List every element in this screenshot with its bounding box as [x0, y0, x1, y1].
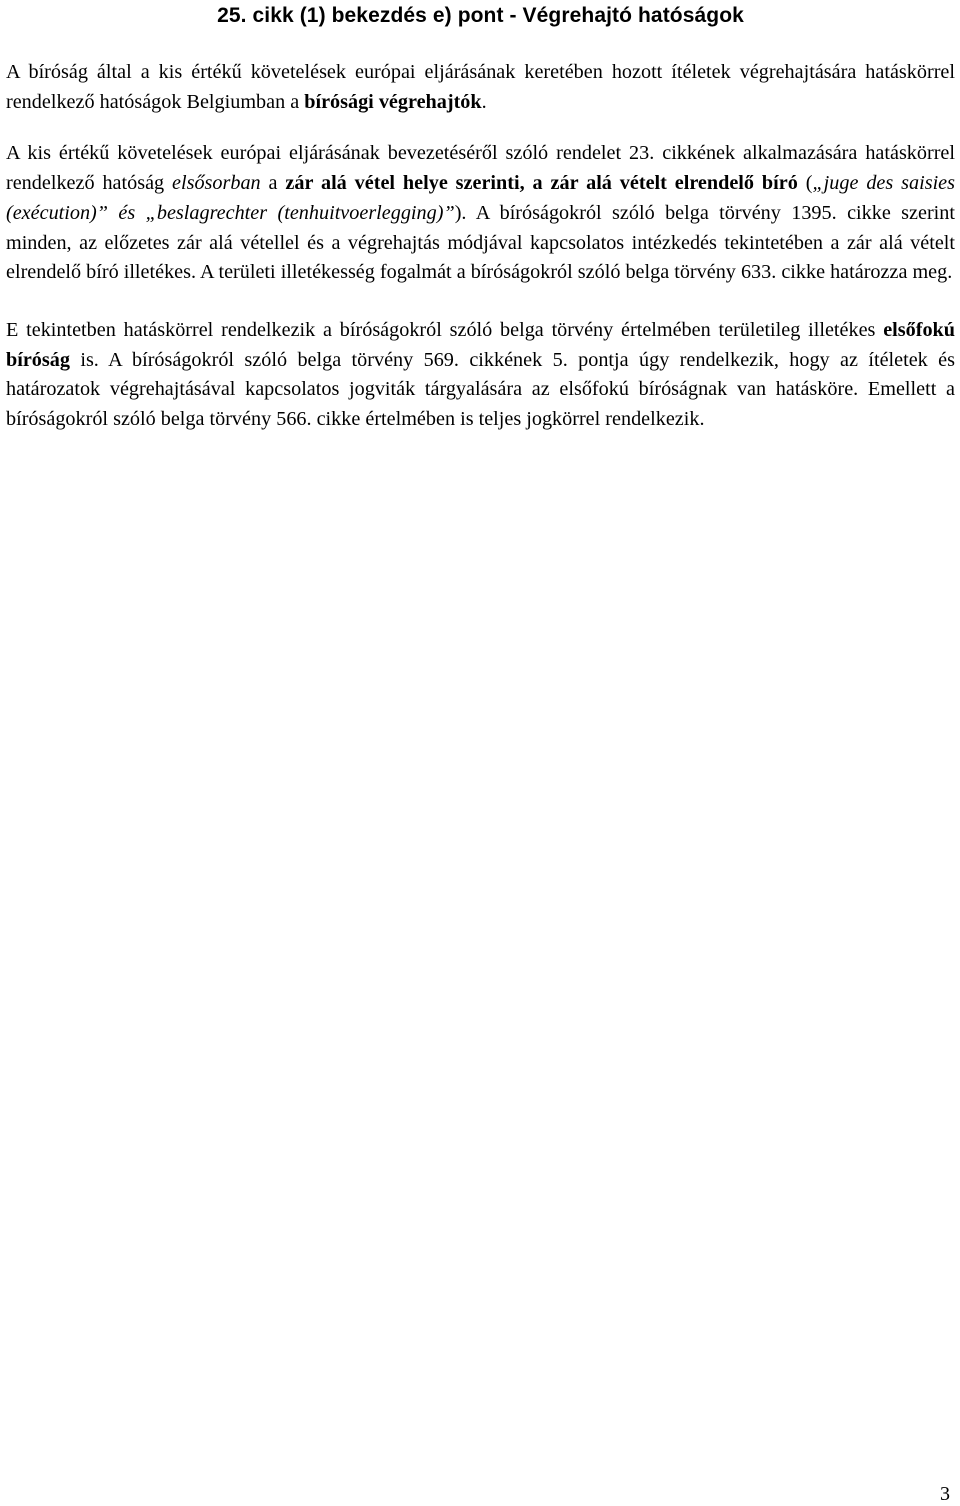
paragraph-text: .	[481, 90, 487, 113]
paragraph-text: A bíróság által a kis értékű követelések európai eljárásának keretében hozott ítéletek végrehajtására hatáskörrel rendelkező hatóságok Belgiumban a	[6, 61, 955, 113]
paragraph-first-instance-court	[6, 316, 955, 435]
paragraph-enforcement-authorities	[6, 58, 955, 117]
document-page	[6, 0, 955, 435]
bold-term: bírósági végrehajtók	[304, 90, 482, 113]
bold-term: elsőfokú bíróság	[6, 318, 955, 371]
paragraph-article-23	[6, 139, 955, 288]
paragraph-text: is. A bíróságokról szóló belga törvény 569. cikkének 5. pontja úgy rendelkezik, hogy az ítéletek és határozatok végrehajtásával kapcsolatos jogviták tárgyalására az elsőfokú bíróságnak van hatásköre. Emellett a bíróságokról szóló belga törvény 566. cikke értelmében is teljes jogkörrel rendelkezik.	[6, 348, 955, 431]
paragraph-text: E tekintetben hatáskörrel rendelkezik a bíróságokról szóló belga törvény értelmében területileg illetékes	[6, 318, 884, 341]
paragraph-text: a	[260, 172, 286, 195]
page-number: 3	[940, 1483, 950, 1505]
bold-term: zár alá vétel helye szerinti, a zár alá vételt elrendelő bíró	[285, 172, 798, 195]
paragraph-text: ). A bíróságokról szóló belga törvény 1395. cikke szerint minden, az előzetes zár alá vétellel és a végrehajtás módjával kapcsolatos intézkedés tekintetében a zár alá vételt elrendelő bíró illetékes. A területi illetékesség fogalmát a bíróságokról szóló belga törvény 633. cikke határozza meg.	[6, 201, 955, 284]
italic-term: elsősorban	[172, 172, 261, 195]
italic-term: „juge des saisies (exécution)” és „beslagrechter (tenhuitvoerlegging)”	[6, 172, 955, 224]
paragraph-text: A kis értékű követelések európai eljárásának bevezetéséről szóló rendelet 23. cikkének alkalmazására hatáskörrel rendelkező hatóság	[6, 142, 955, 195]
section-heading: 25. cikk (1) bekezdés e) pont - Végrehajtó hatóságok	[217, 4, 744, 27]
paragraph-text: (	[797, 172, 813, 195]
